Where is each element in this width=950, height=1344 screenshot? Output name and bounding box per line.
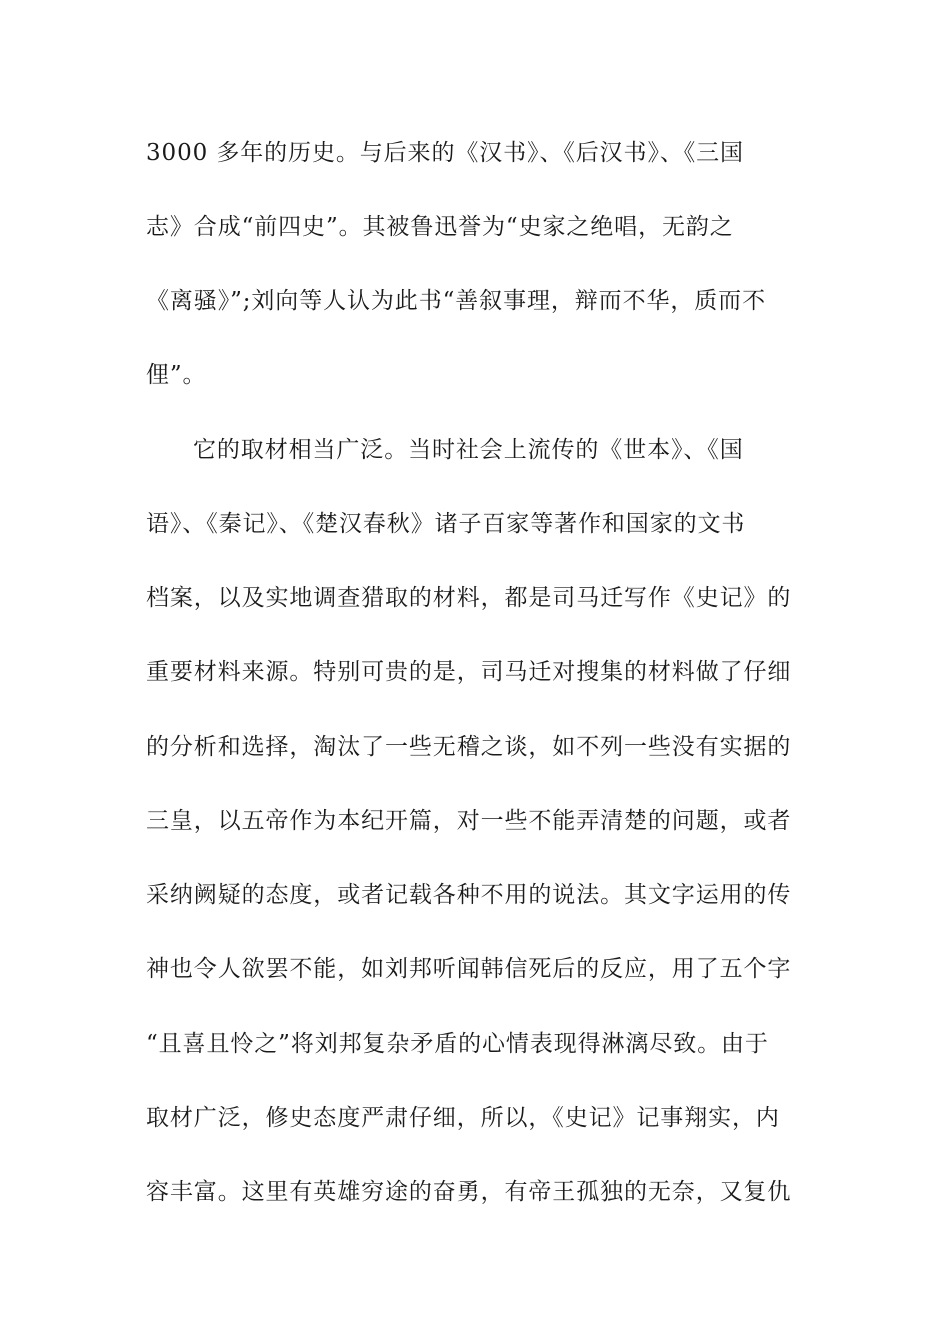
text-line: 的分析和选择，淘汰了一些无稽之谈，如不列一些没有实据的 <box>146 734 792 760</box>
text-line: 语》、《秦记》、《楚汉春秋》诸子百家等著作和国家的文书 <box>146 511 746 537</box>
text-line: 重要材料来源。特别可贵的是，司马迁对搜集的材料做了仔细 <box>146 659 792 685</box>
text-line: 3000 多年的历史。与后来的《汉书》、《后汉书》、《三国 <box>146 140 744 166</box>
text-line: 志》合成“前四史”。其被鲁迅誉为“史家之绝唱，无韵之 <box>146 214 734 240</box>
text-line: 神也令人欲罢不能，如刘邦听闻韩信死后的反应，用了五个字 <box>146 956 792 982</box>
text-line: 容丰富。这里有英雄穷途的奋勇，有帝王孤独的无奈，又复仇 <box>146 1179 792 1205</box>
text-line: 三皇，以五帝作为本纪开篇，对一些不能弄清楚的问题，或者 <box>146 808 792 834</box>
text-line: 《离骚》”;刘向等人认为此书“善叙事理，辩而不华，质而不 <box>146 288 766 314</box>
text-line: 档案，以及实地调查猎取的材料，都是司马迁写作《史记》的 <box>146 585 792 611</box>
text-line: 俚”。 <box>146 362 207 388</box>
text-line: 采纳阙疑的态度，或者记载各种不用的说法。其文字运用的传 <box>146 882 792 908</box>
paragraph-first-line: 它的取材相当广泛。当时社会上流传的《世本》、《国 <box>193 437 744 463</box>
text-line: 取材广泛，修史态度严肃仔细，所以，《史记》记事翔实，内 <box>146 1105 780 1131</box>
text-line: “且喜且怜之”将刘邦复杂矛盾的心情表现得淋漓尽致。由于 <box>146 1031 769 1057</box>
